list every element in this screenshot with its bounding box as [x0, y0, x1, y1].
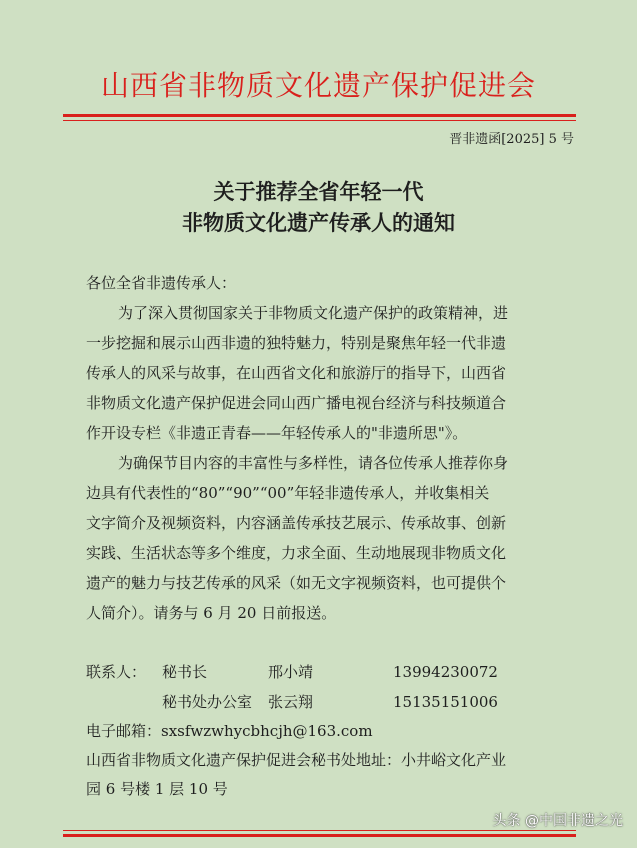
contact-name: 张云翔	[268, 693, 314, 711]
contact-role: 秘书处办公室	[162, 693, 253, 711]
document-number: 晋非遗函[2025] 5 号	[449, 132, 574, 147]
contact-label: 联系人：	[86, 663, 147, 681]
salutation: 各位全省非遗传承人：	[86, 274, 237, 292]
paragraph-2-line: 实践、生活状态等多个维度，力求全面、生动地展现非物质文化	[86, 544, 507, 562]
contact-name: 邢小靖	[268, 663, 314, 681]
paragraph-1-line: 为了深入贯彻国家关于非物质文化遗产保护的政策精神，进	[118, 304, 509, 322]
header-rule-thin	[63, 120, 576, 121]
paragraph-1-line: 作开设专栏《非遗正青春——年轻传承人的"非遗所思"》。	[86, 424, 468, 442]
contact-phone: 15135151006	[393, 693, 498, 711]
headline-line-2: 非物质文化遗产传承人的通知	[182, 210, 455, 235]
organization-title: 山西省非物质文化遗产保护促进会	[100, 69, 536, 102]
paragraph-1-line: 传承人的风采与故事，在山西省文化和旅游厅的指导下，山西省	[86, 364, 507, 382]
email-line: 电子邮箱：sxsfwzwhycbhcjh@163.com	[86, 722, 373, 740]
contact-phone: 13994230072	[393, 663, 498, 681]
paragraph-1-line: 一步挖掘和展示山西非遗的独特魅力，特别是聚焦年轻一代非遗	[86, 334, 507, 352]
watermark-signature: 头条 @中国非遗之光	[492, 813, 623, 829]
paragraph-2-line: 边具有代表性的“80”“90”“00”年轻非遗传承人，并收集相关	[86, 484, 490, 502]
paragraph-1-line: 非物质文化遗产保护促进会同山西广播电视台经济与科技频道合	[86, 394, 507, 412]
footer-rule-thin	[63, 830, 576, 831]
paragraph-2-line: 遗产的魅力与技艺传承的风采（如无文字视频资料，也可提供个	[86, 574, 507, 592]
address-line: 山西省非物质文化遗产保护促进会秘书处地址：小井峪文化产业	[86, 751, 507, 769]
contact-role: 秘书长	[162, 663, 208, 681]
address-line: 园 6 号楼 1 层 10 号	[86, 780, 228, 798]
headline-line-1: 关于推荐全省年轻一代	[213, 179, 424, 204]
paragraph-2-line: 为确保节目内容的丰富性与多样性，请各位传承人推荐你身	[118, 454, 509, 472]
paragraph-2-line: 文字简介及视频资料，内容涵盖传承技艺展示、传承故事、创新	[86, 514, 507, 532]
paragraph-2-line: 人简介）。请务与 6 月 20 日前报送。	[86, 604, 337, 622]
header-rule-thick	[63, 114, 576, 117]
footer-rule-thick	[63, 834, 576, 837]
